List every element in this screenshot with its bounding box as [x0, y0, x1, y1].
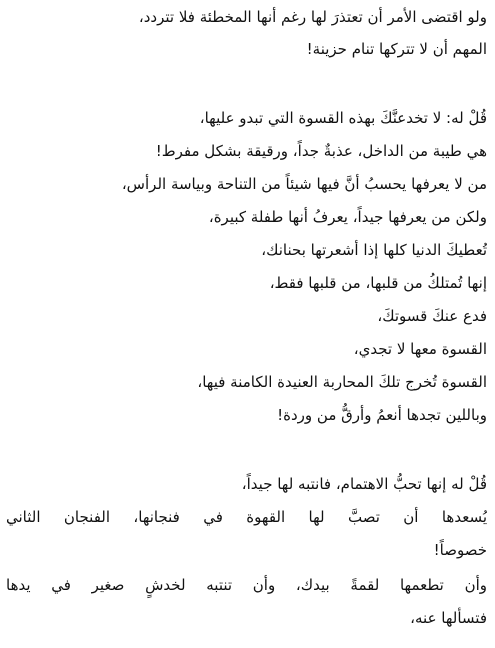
text-line-15: خصوصاً! [433, 541, 487, 559]
text-line-6: ولكن من يعرفها جيداً، يعرفُ أنها طفلة كبيرة، [208, 208, 487, 226]
text-line-10: القسوة معها لا تجدي، [353, 340, 487, 358]
text-line-1: ولو اقتضى الأمر أن تعتذرَ لها رغم أنها المخطئة فلا تتردد، [138, 8, 487, 26]
text-line-13: قُلْ له إنها تحبُّ الاهتمام، فانتبه لها جيداً، [241, 475, 487, 493]
text-line-14: يُسعدها أن تصبَّ لها القهوة في فنجانها، الفنجان الثاني [6, 508, 487, 526]
text-line-16: وأن تطعمها لقمةً بيدك، وأن تنتبه لخدشٍ صغير في يدها [6, 576, 487, 594]
text-line-17: فتسألها عنه، [410, 609, 487, 627]
text-line-12: وباللين تجدها أنعمُ وأرقُّ من وردة! [277, 406, 487, 424]
text-line-2: المهم أن لا تتركها تنام حزينة! [306, 40, 487, 58]
text-line-8: إنها تُمتلكُ من قلبها، من قلبها فقط، [269, 274, 487, 292]
text-line-3: قُلْ له: لا تخدعنَّكَ بهذه القسوة التي تبدو عليها، [199, 109, 487, 127]
text-line-4: هي طيبة من الداخل، عذبةٌ جداً، ورقيقة بشكل مفرط! [155, 142, 487, 160]
text-line-5: من لا يعرفها يحسبُ أنَّ فيها شيئاً من التناحة وبياسة الرأس، [121, 175, 487, 193]
text-line-7: تُعطيكَ الدنيا كلها إذا أشعرتها بحنانك، [261, 241, 487, 259]
text-line-11: القسوة تُخرج تلكَ المحاربة العنيدة الكامنة فيها، [197, 373, 487, 391]
text-line-9: فدع عنكَ قسوتكَ، [377, 307, 487, 325]
